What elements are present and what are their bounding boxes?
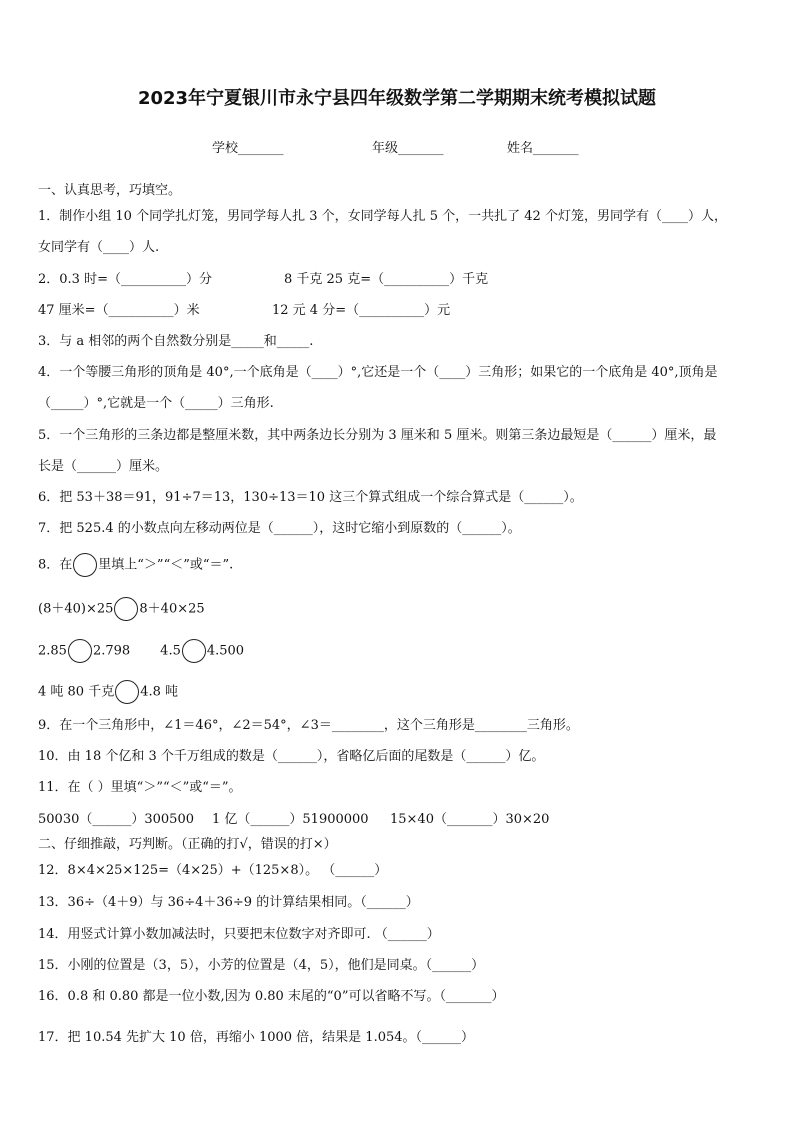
answer-circle[interactable]: [182, 639, 206, 663]
question-11: 11．在（ ）里填“＞”“＜”或“＝”。: [38, 780, 242, 795]
question-5-line-1: 5．一个三角形的三条边都是整厘米数，其中两条边长分别为 3 厘米和 5 厘米。则第三条边最短是（______）厘米，最: [38, 428, 717, 443]
question-11-part-b: 1 亿（______）51900000: [212, 812, 369, 827]
question-5-line-2: 长是（______）厘米。: [38, 459, 169, 474]
name-field: 姓名_______: [507, 141, 579, 156]
question-16: 16．0.8 和 0.80 都是一位小数,因为 0.80 末尾的“0”可以省略不写。（_______）: [38, 989, 505, 1004]
question-12: 12．8×4×25×125=（4×25）+（125×8）。 （______）: [38, 863, 388, 878]
question-10: 10．由 18 个亿和 3 个千万组成的数是（______），省略亿后面的尾数是（______）亿。: [38, 749, 545, 764]
section-1-heading: 一、认真思考，巧填空。: [38, 183, 182, 198]
question-1-line-1: 1．制作小组 10 个同学扎灯笼，男同学每人扎 3 个，女同学每人扎 5 个，一共扎了 42 个灯笼，男同学有（____）人，: [38, 209, 727, 224]
question-2-part-d: 12 元 4 分=（__________）元: [272, 303, 451, 318]
section-2-heading: 二、仔细推敲，巧判断。（正确的打√，错误的打×）: [38, 837, 337, 852]
question-14: 14．用竖式计算小数加减法时，只要把末位数字对齐即可. （______）: [38, 927, 440, 942]
question-8-prompt: [38, 553, 233, 577]
answer-circle[interactable]: [73, 553, 97, 577]
page-title: 2023年宁夏银川市永宁县四年级数学第二学期期末统考模拟试题: [137, 88, 657, 109]
answer-circle[interactable]: [114, 597, 138, 621]
question-8-suffix: 里填上“＞”“＜”或“＝”.: [98, 557, 234, 573]
answer-circle[interactable]: [115, 680, 139, 704]
compare-left: (8＋40)×25: [38, 601, 114, 617]
compare-left: 4 吨 80 千克: [38, 684, 115, 700]
compare-right: 8＋40×25: [139, 601, 205, 617]
question-8-prefix: 8．在: [38, 557, 73, 573]
question-9: 9．在一个三角形中，∠1＝46°，∠2＝54°，∠3＝________，这个三角形是________三角形。: [38, 718, 579, 733]
question-13: 13．36÷（4＋9）与 36÷4＋36÷9 的计算结果相同。（______）: [38, 895, 419, 910]
answer-circle[interactable]: [68, 639, 92, 663]
question-8-row-2: [38, 639, 244, 663]
question-8-row-1: [38, 597, 205, 621]
compare-left: 2.85: [38, 643, 67, 659]
question-4-line-2: （_____）°,它就是一个（_____）三角形.: [38, 396, 274, 411]
school-field: 学校_______: [212, 141, 284, 156]
compare-right: 4.500: [206, 643, 245, 659]
compare-left: 4.5: [160, 643, 181, 659]
question-17: 17．把 10.54 先扩大 10 倍，再缩小 1000 倍，结果是 1.054。（______）: [38, 1030, 475, 1045]
question-2-part-b: 8 千克 25 克=（__________）千克: [284, 272, 489, 287]
grade-field: 年级_______: [372, 141, 444, 156]
compare-right: 2.798: [92, 643, 131, 659]
question-4-line-1: 4．一个等腰三角形的顶角是 40°,一个底角是（____）°,它还是一个（____）三角形；如果它的一个底角是 40°,顶角是: [38, 365, 718, 380]
question-15: 15．小刚的位置是（3，5），小芳的位置是（4，5），他们是同桌。（______）: [38, 958, 485, 973]
question-8-row-3: [38, 680, 178, 704]
question-6: 6．把 53＋38＝91，91÷7＝13，130÷13＝10 这三个算式组成一个综合算式是（______）。: [38, 490, 583, 505]
question-11-part-a: 50030（______）300500: [38, 812, 194, 827]
question-2-part-a: 2．0.3 时=（__________）分: [38, 272, 212, 287]
compare-right: 4.8 吨: [140, 684, 179, 700]
question-1-line-2: 女同学有（____）人.: [38, 240, 160, 255]
question-3: 3．与 a 相邻的两个自然数分别是_____和_____.: [38, 334, 314, 349]
question-11-part-c: 15×40（_______）30×20: [390, 812, 550, 827]
question-2-part-c: 47 厘米=（__________）米: [38, 303, 200, 318]
question-7: 7．把 525.4 的小数点向左移动两位是（______），这时它缩小到原数的（______）。: [38, 521, 521, 536]
